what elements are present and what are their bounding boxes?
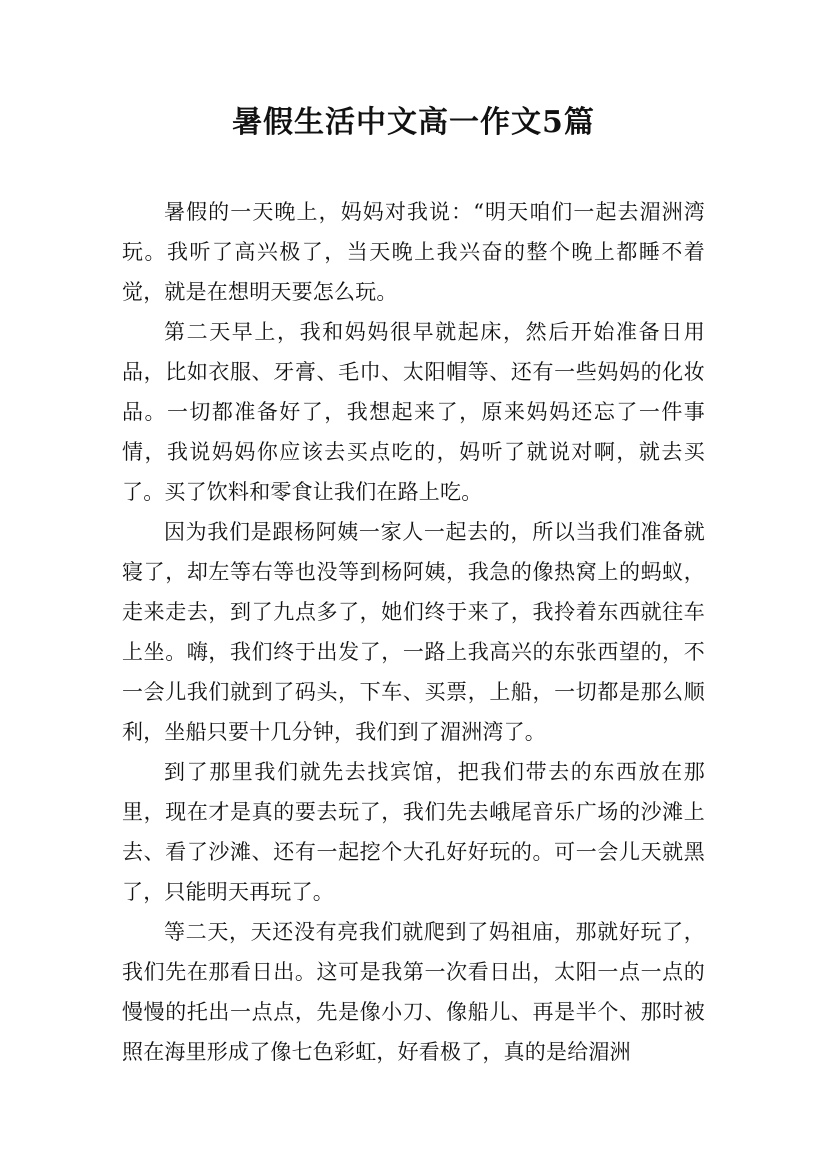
document-title: 暑假生活中文高一作文5篇 [232,105,595,140]
paragraph-1: 暑假的一天晚上，妈妈对我说：“明天咱们一起去湄洲湾玩。我听了高兴极了，当天晚上我兴奋的整个晚上都睡不着觉，就是在想明天要怎么玩。 [122,200,705,304]
document-body [122,192,705,1072]
paragraph-2: 第二天早上，我和妈妈很早就起床，然后开始准备日用品，比如衣服、牙膏、毛巾、太阳帽等、还有一些妈妈的化妆品。一切都准备好了，我想起来了，原来妈妈还忘了一件事情，我说妈妈你应该去买点吃的，妈听了就说对啊，就去买了。买了饮料和零食让我们在路上吃。 [122,320,705,504]
paragraph-5: 等二天，天还没有亮我们就爬到了妈祖庙，那就好玩了，我们先在那看日出。这可是我第一次看日出，太阳一点一点的慢慢的托出一点点，先是像小刀、像船儿、再是半个、那时被照在海里形成了像七色彩虹，好看极了，真的是给湄洲 [122,920,705,1064]
paragraph-4: 到了那里我们就先去找宾馆，把我们带去的东西放在那里，现在才是真的要去玩了，我们先去峨尾音乐广场的沙滩上去、看了沙滩、还有一起挖个大孔好好玩的。可一会儿天就黑了，只能明天再玩了。 [122,760,705,904]
paragraph-3: 因为我们是跟杨阿姨一家人一起去的，所以当我们准备就寝了，却左等右等也没等到杨阿姨，我急的像热窝上的蚂蚁，走来走去，到了九点多了，她们终于来了，我拎着东西就往车上坐。嗨，我们终于出发了，一路上我高兴的东张西望的，不一会儿我们就到了码头，下车、买票，上船，一切都是那么顺利，坐船只要十几分钟，我们到了湄洲湾了。 [122,520,705,744]
